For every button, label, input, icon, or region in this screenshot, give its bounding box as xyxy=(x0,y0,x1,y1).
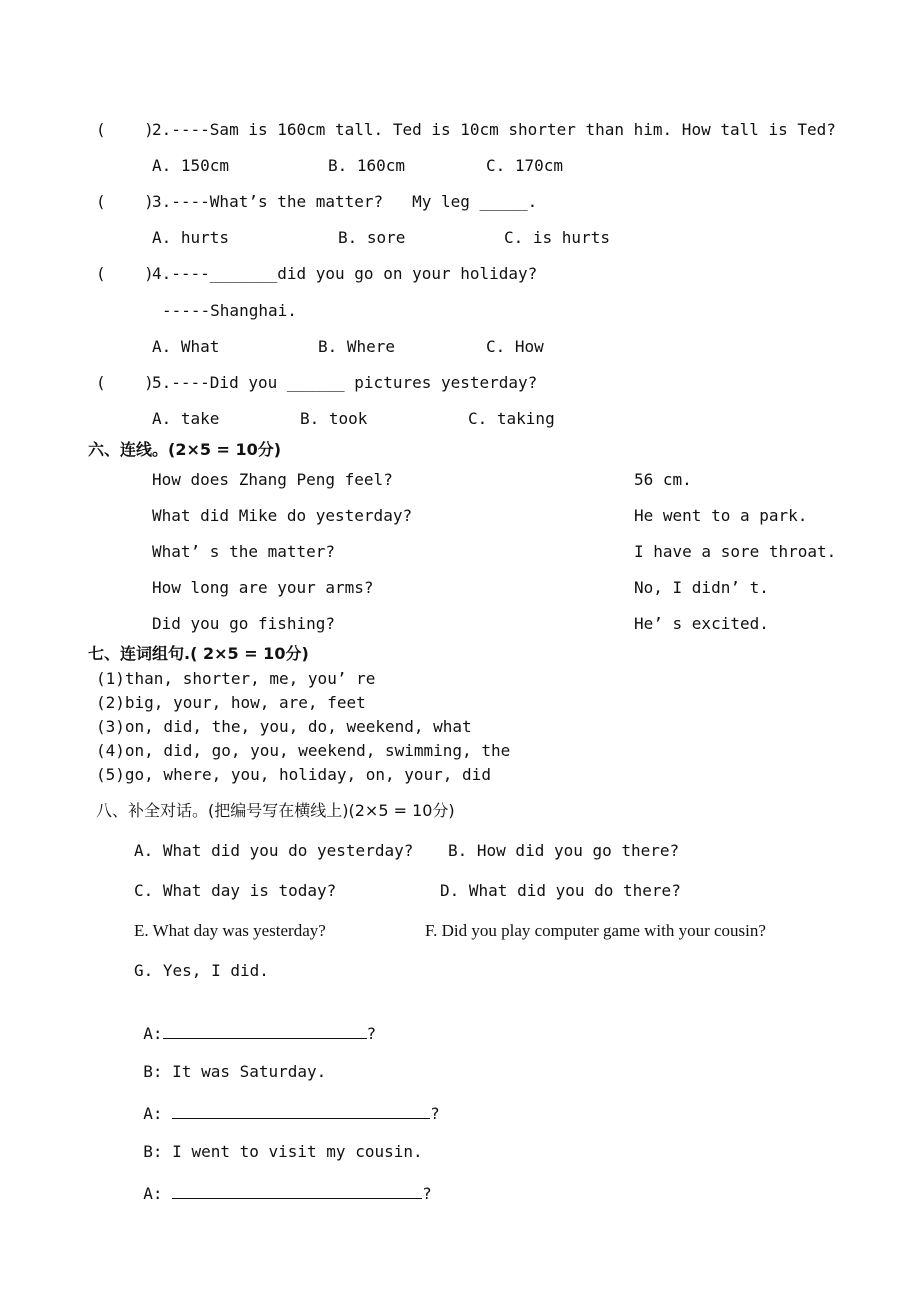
q2-stem: 2.----Sam is 160cm tall. Ted is 10cm shorter than him. How tall is Ted? xyxy=(152,120,836,139)
dialog-option-f: F. Did you play computer game with your cousin? xyxy=(425,921,766,940)
answer-blank-1[interactable] xyxy=(163,1022,367,1039)
q5-paren: ( ) xyxy=(96,373,154,392)
q2-option-b: B. 160cm xyxy=(328,156,406,175)
match-left-5: Did you go fishing? xyxy=(152,614,336,633)
q2-option-a: A. 150cm xyxy=(152,156,230,175)
q5-option-c: C. taking xyxy=(468,409,555,428)
dialog-line-3 xyxy=(124,1082,440,1124)
dialog-option-c: C. What day is today? xyxy=(134,881,337,900)
dialog-option-a: A. What did you do yesterday? xyxy=(134,841,414,860)
dialog-option-d: D. What did you do there? xyxy=(440,881,681,900)
dialog-option-b: B. How did you go there? xyxy=(448,841,680,860)
q4-reply: -----Shanghai. xyxy=(162,301,297,320)
match-left-2: What did Mike do yesterday? xyxy=(152,506,413,525)
q4-stem: 4.----_______did you go on your holiday? xyxy=(152,264,538,283)
q3-stem: 3.----What’s the matter? My leg _____. xyxy=(152,192,538,211)
match-left-1: How does Zhang Peng feel? xyxy=(152,470,393,489)
q3-paren: ( ) xyxy=(96,192,154,211)
speaker-label: A: xyxy=(143,1024,163,1043)
match-left-4: How long are your arms? xyxy=(152,578,374,597)
dialog-line-5 xyxy=(124,1162,432,1204)
dialog-reply-text: It was Saturday. xyxy=(172,1062,327,1081)
dialog-line-4 xyxy=(124,1122,423,1162)
dialog-reply-text: I went to visit my cousin. xyxy=(172,1142,423,1161)
order-item-2: (2)big, your, how, are, feet xyxy=(96,693,366,712)
match-heading: 六、连线。(2×5 = 10分) xyxy=(88,440,282,459)
order-item-4: (4)on, did, go, you, weekend, swimming, the xyxy=(96,741,511,760)
match-right-3: I have a sore throat. xyxy=(634,542,837,561)
question-mark: ? xyxy=(422,1184,432,1203)
question-mark: ? xyxy=(366,1024,377,1043)
q5-stem: 5.----Did you ______ pictures yesterday? xyxy=(152,373,538,392)
dialog-line-2 xyxy=(124,1042,326,1082)
order-item-3: (3)on, did, the, you, do, weekend, what xyxy=(96,717,472,736)
answer-blank-3[interactable] xyxy=(172,1182,422,1199)
answer-blank-2[interactable] xyxy=(172,1102,430,1119)
match-right-2: He went to a park. xyxy=(634,506,808,525)
match-right-4: No, I didn’ t. xyxy=(634,578,769,597)
speaker-label: B: xyxy=(143,1142,163,1161)
dialog-option-e: E. What day was yesterday? xyxy=(134,921,326,940)
question-mark: ? xyxy=(430,1104,440,1123)
q4-option-c: C. How xyxy=(486,337,544,356)
q2-option-c: C. 170cm xyxy=(486,156,564,175)
speaker-label: A: xyxy=(143,1184,163,1203)
speaker-label: B: xyxy=(143,1062,163,1081)
q3-option-c: C. is hurts xyxy=(504,228,610,247)
dialog-heading: 八、补全对话。(把编号写在横线上)(2×5 = 10分) xyxy=(96,801,455,820)
order-item-5: (5)go, where, you, holiday, on, your, did xyxy=(96,765,491,784)
match-right-1: 56 cm. xyxy=(634,470,692,489)
q5-option-b: B. took xyxy=(300,409,368,428)
speaker-label: A: xyxy=(143,1104,163,1123)
q4-option-a: A. What xyxy=(152,337,220,356)
order-heading: 七、连词组句.( 2×5 = 10分) xyxy=(88,644,309,663)
q3-option-a: A. hurts xyxy=(152,228,230,247)
dialog-option-g: G. Yes, I did. xyxy=(134,961,269,980)
q4-paren: ( ) xyxy=(96,264,154,283)
order-item-1: (1)than, shorter, me, you’ re xyxy=(96,669,376,688)
match-left-3: What’ s the matter? xyxy=(152,542,336,561)
q2-paren: ( ) xyxy=(96,120,154,139)
q3-option-b: B. sore xyxy=(338,228,406,247)
q5-option-a: A. take xyxy=(152,409,220,428)
dialog-line-1 xyxy=(124,1002,376,1044)
q4-option-b: B. Where xyxy=(318,337,396,356)
match-right-5: He’ s excited. xyxy=(634,614,769,633)
